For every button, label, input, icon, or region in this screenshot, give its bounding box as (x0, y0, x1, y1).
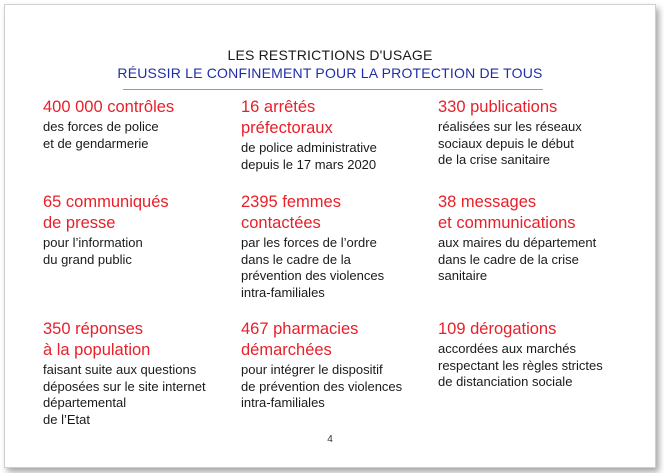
stat-headline: 2395 femmes contactées (241, 193, 341, 232)
stat-description: des forces de police et de gendarmerie (43, 119, 159, 151)
stat-description: faisant suite aux questions déposées sur le site internet départemental de l’Etat (43, 362, 206, 427)
page-subtitle: RÉUSSIR LE CONFINEMENT POUR LA PROTECTION DE TOUS (117, 65, 543, 81)
stat-description: aux maires du département dans le cadre de la crise sanitaire (438, 235, 597, 283)
title-divider (123, 89, 543, 90)
stat-headline: 65 communiqués de presse (43, 193, 169, 232)
stat-headline: 38 messages et communications (438, 193, 576, 232)
stat-description: de police administrative depuis le 17 mars 2020 (241, 140, 377, 172)
stat-description: réalisées sur les réseaux sociaux depuis le début de la crise sanitaire (438, 119, 582, 167)
stat-reponses (43, 319, 238, 428)
stat-headline: 109 dérogations (438, 320, 557, 338)
stat-publications (438, 97, 633, 169)
stat-arretes (241, 97, 436, 173)
stat-derogations (438, 319, 633, 391)
stat-femmes (241, 192, 436, 301)
stat-headline: 467 pharmacies démarchées (241, 320, 359, 359)
page-number: 4 (327, 434, 333, 445)
stat-description: pour intégrer le dispositif de prévention des violences intra-familiales (241, 362, 403, 410)
stat-headline: 350 réponses à la population (43, 320, 151, 359)
stat-pharmacies (241, 319, 436, 412)
stat-headline: 400 000 contrôles (43, 98, 175, 116)
stat-headline: 330 publications (438, 98, 558, 116)
stat-description: accordées aux marchés respectant les règles strictes de distanciation sociale (438, 341, 603, 389)
document-page (4, 4, 656, 468)
page-title: LES RESTRICTIONS D'USAGE (227, 47, 433, 63)
stat-headline: 16 arrêtés préfectoraux (241, 98, 333, 137)
stat-description: par les forces de l’ordre dans le cadre de la prévention des violences intra-familiales (241, 235, 385, 300)
stat-controles (43, 97, 238, 152)
stat-description: pour l’information du grand public (43, 235, 143, 267)
stat-communiques (43, 192, 238, 268)
stat-messages (438, 192, 633, 285)
